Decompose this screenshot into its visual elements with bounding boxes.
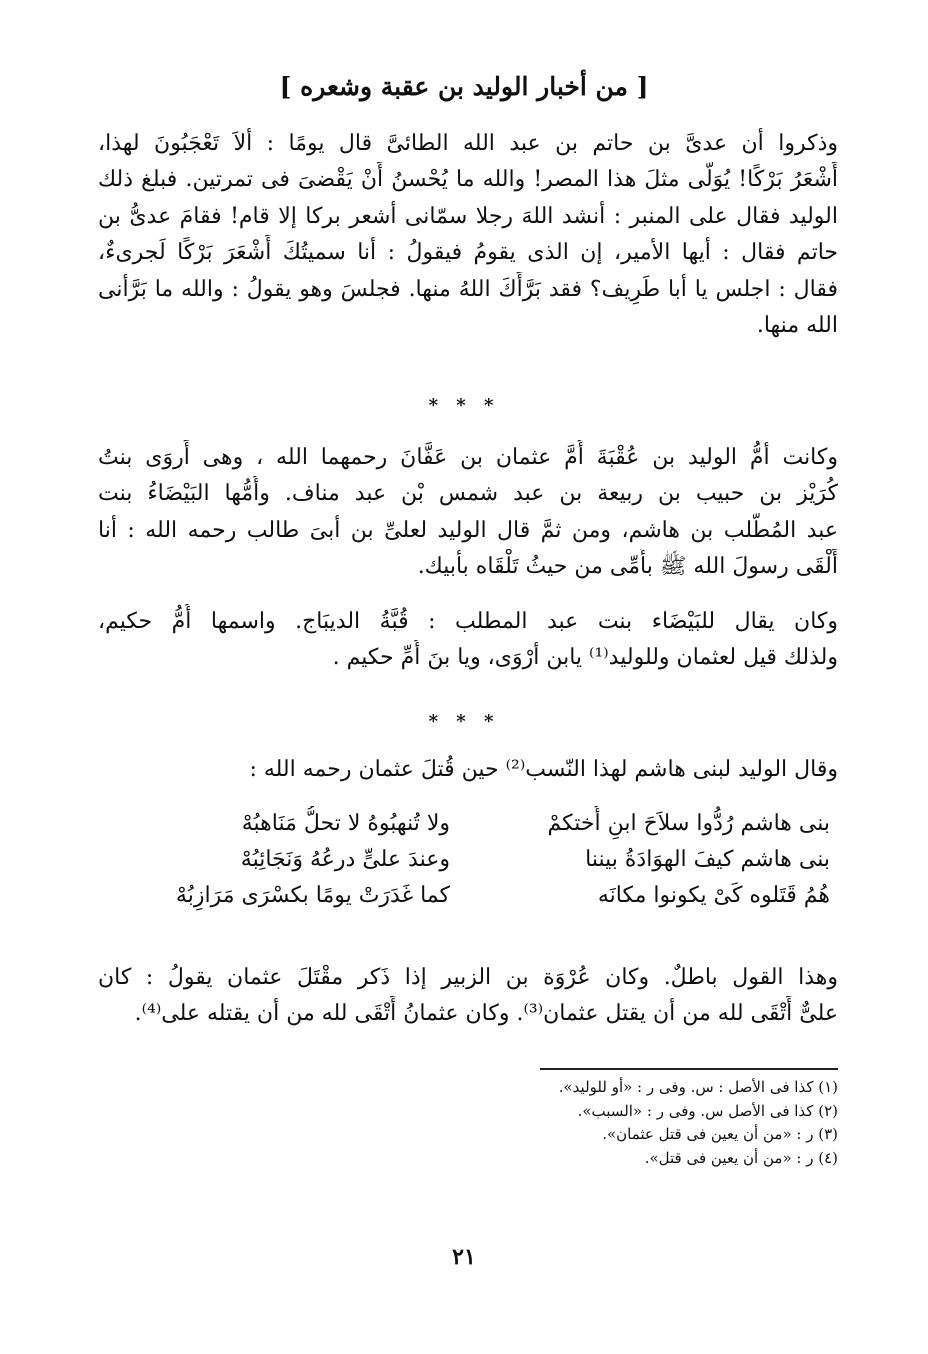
verse-first-hemistich: بنى هاشم رُدُّوا سلاَحَ ابنِ أُختكمْ [547, 811, 830, 836]
page-header-title: [ من أخبار الوليد بن عقبة وشعره ] [279, 72, 649, 101]
paragraph-1 [98, 126, 838, 344]
footnote: (٢) كذا فى الأصل س. وفى ر : «السبب». [577, 1101, 838, 1120]
text-line: ولذلك قيل لعثمان وللوليد⁽¹⁾ يابن أرْوَى، ويا بنَ أُمِّ حكيم . [332, 645, 838, 671]
verse-second-hemistich: كما غَدَرَتْ يومًا بكسْرَى مَرَازِبُهْ [175, 883, 450, 908]
poem-verse [110, 806, 830, 842]
poem-verse [110, 842, 830, 878]
poem [110, 806, 830, 914]
text-line: الوليد فقال على المنبر : أنشد اللهَ رجلا سمّانى أشعر بركا إلا قام! فقامَ عدىُّ بن [98, 203, 838, 229]
text-line: حاتم فقال : أيها الأمير، إن الذى يقومُ فيقولُ : أنا سميتُكَ أَشْعَرَ بَرْكًا لَجرىءٌ، [98, 240, 838, 266]
text-line: فقال : اجلس يا أبا طَرِيف؟ فقد بَرَّأَكَ اللهُ منها. فجلسَ وهو يقولُ : والله ما بَرَّأنى [98, 276, 838, 302]
verse-first-hemistich: بنى هاشم كيفَ الهوَادَةُ بيننا [585, 847, 830, 872]
text-line: أَشْعَرُ بَرْكًا! يُوَلَّى مثلَ هذا المصر! والله ما يُحْسنُ أَنْ يَقْضىَ فى تمرتين. فبلغ ذلك [98, 167, 838, 193]
paragraph-2 [98, 440, 838, 586]
footnote: (٣) ر : «من أن يعين فى قتل عثمان». [602, 1125, 838, 1143]
page-number: ٢١ [452, 1244, 476, 1270]
footnotes [300, 1076, 838, 1170]
footnote: (٤) ر : «من أن يعين فى قتل». [644, 1148, 838, 1167]
footnote: (١) كذا فى الأصل : س. وفى ر : «أو للوليد». [558, 1078, 838, 1096]
poem-verse [110, 878, 830, 914]
section-separator: * * * [428, 711, 500, 732]
text-line: وذكروا أن عدىَّ بن حاتم بن عبد الله الطائىَّ قال يومًا : ألاَ تَعْجَبُونَ لهذا، [98, 131, 838, 156]
text-line: الله منها. [756, 312, 838, 338]
verse-second-hemistich: وعندَ علىٍّ درعُهُ وَنَجَائِبُهْ [240, 847, 450, 872]
text-line: عبد المُطَّلب بن هاشم، ومن ثمَّ قال الوليد لعلىِّ بن أبىَ طالب رحمه الله : أنا [98, 517, 838, 543]
verse-second-hemistich: ولا تُنهبُوهُ لا تحلُّ مَنَاهبُهْ [241, 811, 450, 836]
verse-first-hemistich: هُمُ قَتَلوه كَىْ يكونوا مكانَه [597, 883, 830, 908]
text-line: علىٌّ أَتْقَى لله من أن يقتل عثمان⁽³⁾. وكان عثمانُ أَتْقَى لله من أن يقتله على⁽⁴⁾. [134, 1001, 838, 1027]
text-line: وكان يقال للبَيْضَاء بنت عبد المطلب : قُبَّةُ الديبَاج. واسمها أُمُّ حكيم، [98, 609, 838, 634]
text-line: وهذا القول باطلٌ. وكان عُرْوَة بن الزبير إذا ذَكر مقْتَلَ عثمان يقولُ : كان [98, 965, 838, 990]
text-line: وكانت أمُّ الوليد بن عُقْبَةَ أُمَّ عثمان بن عَفَّانَ رحمهما الله ، وهى أَروَى بنتُ [98, 445, 838, 470]
text-line: وقال الوليد لبنى هاشم لهذا النّسب⁽²⁾ حين قُتلَ عثمان رحمه الله : [249, 757, 838, 782]
paragraph-5 [98, 960, 838, 1033]
text-line: أَلْقَى رسولَ الله ﷺ بأُمِّى من حيثُ تَلْقَاه بأبيك. [417, 554, 838, 580]
paragraph-3 [98, 604, 838, 677]
text-line: كُرَيْز بن حبيب بن ربيعة بن عبد شمس بْن عبد مناف. وأُمُّها البَيْضَاءُ بنت [98, 481, 838, 507]
section-separator: * * * [428, 395, 500, 416]
footnote-divider [540, 1068, 838, 1070]
paragraph-4 [98, 752, 838, 788]
